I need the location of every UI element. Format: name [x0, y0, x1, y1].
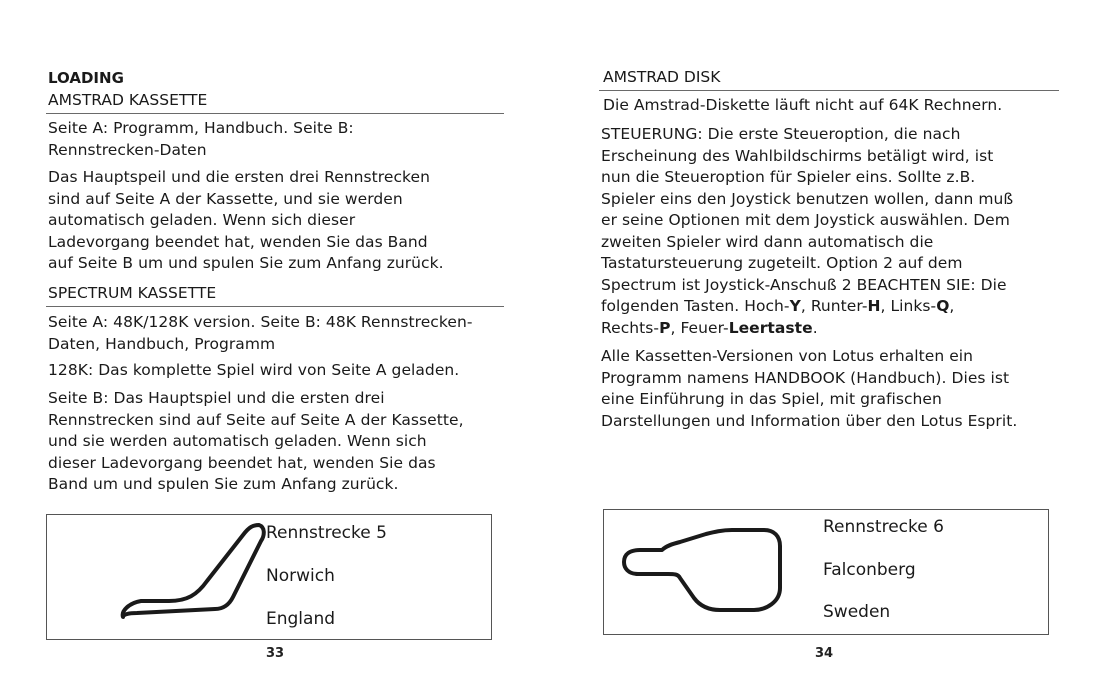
text-line: zweiten Spieler wird dann automatisch die: [601, 232, 934, 251]
track-country: Sweden: [823, 602, 891, 622]
text-fragment: folgenden Tasten. Hoch-: [601, 297, 790, 315]
text-line: Ladevorgang beendet hat, wenden Sie das Band: [48, 232, 428, 251]
track-name: Rennstrecke 5: [266, 523, 387, 543]
spectrum-kassette-heading: SPECTRUM KASSETTE: [48, 284, 217, 302]
divider: [599, 90, 1059, 91]
key-right: P: [659, 318, 671, 337]
track-box-left: [46, 514, 492, 640]
divider: [46, 306, 504, 307]
loading-title: LOADING: [48, 69, 124, 87]
text-line: sind auf Seite A der Kassette, und sie werden: [48, 189, 403, 208]
amstrad-disk-paragraph-2: [601, 124, 1013, 339]
text-line: Programm namens HANDBOOK (Handbuch). Dies ist: [601, 368, 1010, 387]
amstrad-disk-paragraph-1: [603, 95, 1002, 117]
track-location: Falconberg: [823, 560, 916, 580]
spectrum-kassette-paragraph-3: [48, 388, 464, 496]
divider: [46, 113, 504, 114]
text-line: Seite B: Das Hauptspiel und die ersten drei: [48, 389, 385, 407]
track-map-norwich-icon: [47, 515, 267, 639]
text-line: Tastatursteuerung zugeteilt. Option 2 auf dem: [601, 254, 963, 272]
text-fragment: , Runter-: [800, 297, 868, 315]
text-line: Daten, Handbuch, Programm: [48, 334, 276, 353]
text-fragment: , Links-: [880, 297, 937, 315]
track-country: England: [266, 609, 336, 629]
text-line: automatisch geladen. Wenn sich dieser: [48, 211, 356, 229]
text-line: nun die Steueroption für Spieler eins. Sollte z.B.: [601, 168, 976, 186]
track-location: Norwich: [266, 566, 335, 586]
text-line: Band um und spulen Sie zum Anfang zurück.: [48, 475, 399, 493]
text-line: Seite A: Programm, Handbuch. Seite B:: [48, 119, 354, 137]
text-line: Rennstrecken-Daten: [48, 140, 207, 159]
amstrad-kassette-paragraph-2: [48, 167, 444, 275]
text-fragment: , Feuer-: [670, 318, 729, 337]
keys-line: [601, 318, 1013, 340]
text-line: Spectrum ist Joystick-Anschuß 2 BEACHTEN SIE: Die: [601, 275, 1007, 294]
spectrum-kassette-paragraph-2: [48, 360, 459, 382]
text-line: 128K: Das komplette Spiel wird von Seite A geladen.: [48, 361, 460, 379]
keys-line: [601, 296, 1013, 318]
key-down: H: [867, 297, 881, 315]
key-left: Q: [936, 297, 950, 315]
page-number-left: 33: [266, 646, 285, 661]
amstrad-disk-heading: AMSTRAD DISK: [603, 68, 721, 86]
text-line: und sie werden automatisch geladen. Wenn sich: [48, 432, 427, 450]
amstrad-kassette-heading: AMSTRAD KASSETTE: [48, 91, 208, 109]
text-line: Alle Kassetten-Versionen von Lotus erhalten ein: [601, 347, 974, 365]
key-fire: Leertaste: [728, 318, 813, 337]
amstrad-kassette-paragraph-1: [48, 118, 354, 161]
text-fragment: .: [812, 318, 818, 337]
text-line: auf Seite B um und spulen Sie zum Anfang zurück.: [48, 254, 444, 272]
text-line: eine Einführung in das Spiel, mit grafischen: [601, 390, 942, 408]
text-line: er seine Optionen mit dem Joystick auswählen. Dem: [601, 211, 1010, 229]
text-line: Darstellungen und Information über den Lotus Esprit.: [601, 411, 1018, 430]
track-box-right: [603, 509, 1049, 635]
text-line: Das Hauptspeil und die ersten drei Rennstrecken: [48, 168, 430, 186]
text-line: Die Amstrad-Diskette läuft nicht auf 64K Rechnern.: [603, 96, 1003, 114]
key-up: Y: [789, 297, 801, 315]
text-line: Rennstrecken sind auf Seite auf Seite A der Kassette,: [48, 410, 464, 429]
text-fragment: Rechts-: [601, 318, 660, 337]
text-fragment: ,: [949, 297, 955, 315]
text-line: dieser Ladevorgang beendet hat, wenden Sie das: [48, 453, 436, 472]
text-line: STEUERUNG: Die erste Steueroption, die nach: [601, 125, 961, 143]
text-line: Erscheinung des Wahlbildschirms betäligt wird, ist: [601, 146, 994, 165]
track-name: Rennstrecke 6: [823, 517, 944, 537]
spectrum-kassette-paragraph-1: [48, 312, 472, 355]
text-line: Seite A: 48K/128K version. Seite B: 48K Rennstrecken-: [48, 313, 473, 331]
page-number-right: 34: [815, 646, 834, 661]
amstrad-disk-paragraph-3: [601, 346, 1017, 432]
text-line: Spieler eins den Joystick benutzen wollen, dann muß: [601, 189, 1014, 208]
track-map-falconberg-icon: [604, 510, 824, 634]
